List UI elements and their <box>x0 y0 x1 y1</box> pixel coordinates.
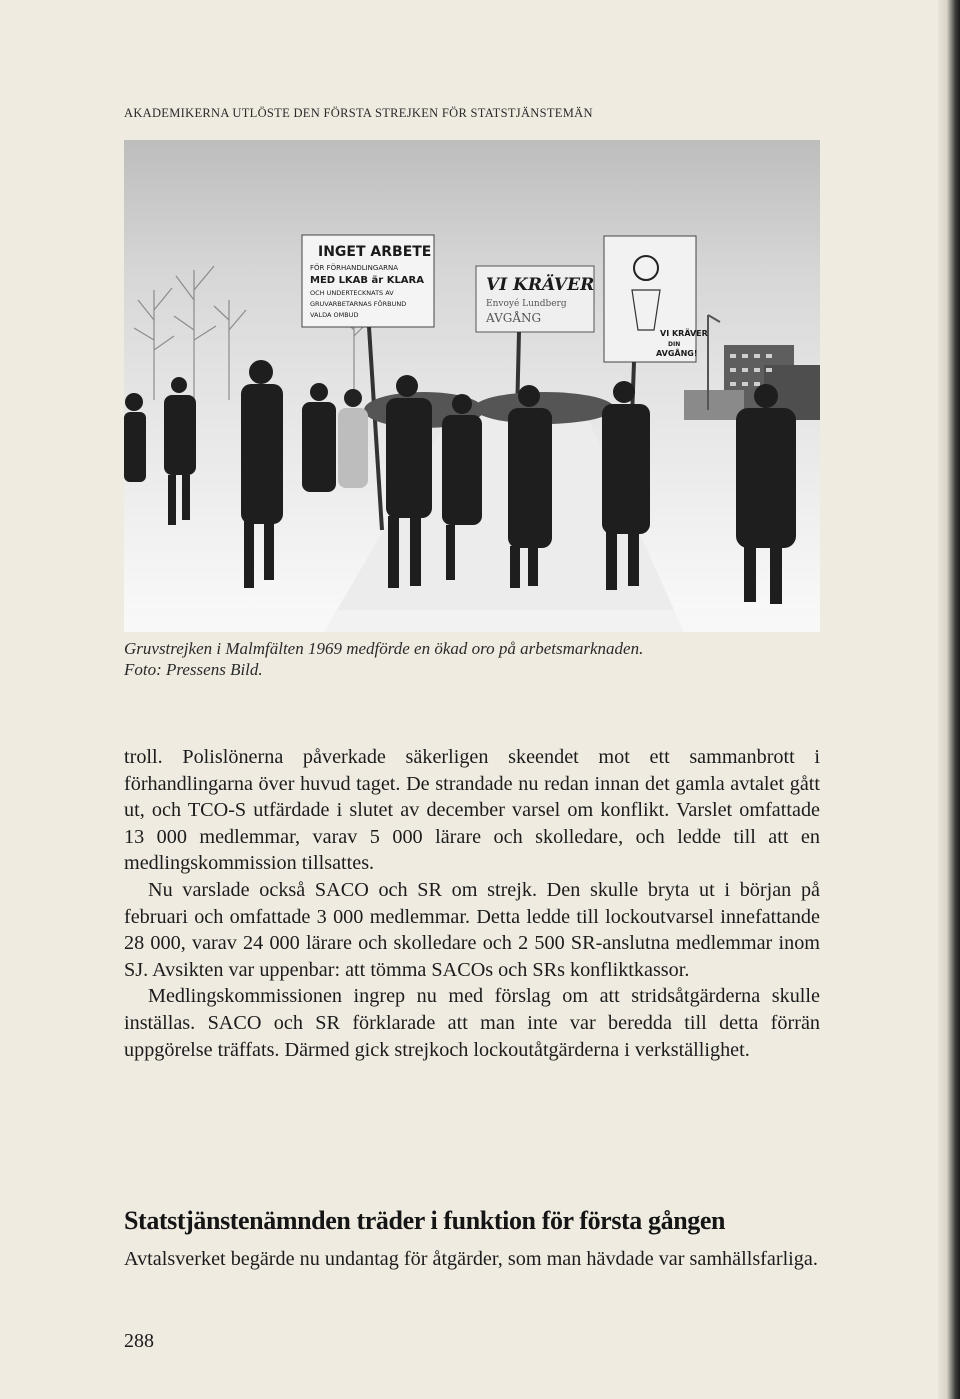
paragraph: Medlingskommissionen ingrep nu med förslag om att stridsåtgärderna skulle inställas. SACO och SR förklarade att man inte var beredda till detta förrän uppgörelse träffats. Därmed gick strejkoch lockoutåtgärderna i verkställighet. <box>124 985 820 1061</box>
sign1-line: INGET ARBETE <box>318 244 432 260</box>
caption-credit: Foto: Pressens Bild. <box>124 660 263 679</box>
sign1-line: FÖR FÖRHANDLINGARNA <box>310 264 399 272</box>
sign1-line: VALDA OMBUD <box>310 311 359 319</box>
sign1-line: OCH UNDERTECKNATS AV <box>310 289 394 297</box>
sign1-line: MED LKAB är KLARA <box>310 275 424 286</box>
sign2-line: Envoyé Lundberg <box>486 299 567 309</box>
sign3-line: DIN <box>668 341 681 348</box>
sign2-line: AVGÅNG <box>486 311 542 325</box>
page-number: 288 <box>124 1330 154 1352</box>
paragraph: Nu varslade också SACO och SR om strejk. Den skulle bryta ut i början på februari och omfattade 3 000 medlemmar. Detta ledde till lockoutvarsel innefattande 28 000, varav 24 000 lärare och skolledare och 2 500 SR-anslutna medlemmar inom SJ. Avsikten var uppenbar: att tömma SACOs och SRs konfliktkassor. <box>124 878 820 981</box>
sign3-line: VI KRÄVER <box>660 329 708 338</box>
sign3-line: AVGÅNG! <box>656 349 698 358</box>
paragraph: Avtalsverket begärde nu undantag för åtgärder, som man hävdade var samhällsfarliga. <box>124 1248 818 1270</box>
body-text <box>124 744 820 1063</box>
paragraph: troll. Polislönerna påverkade säkerligen skeendet mot ett sammanbrott i förhandlingarna över huvud taget. De strandade nu redan innan det gamla avtalet gått ut, och TCO-S utfärdade i slutet av december varsel om konflikt. Varslet omfattade 13 000 medlemmar, varav 5 000 lärare och skolledare, och ledde till att en medlingskommission tillsattes. <box>124 746 820 875</box>
strike-photo <box>124 140 820 632</box>
sign1-line: GRUVARBETARNAS FÖRBUND <box>310 300 407 308</box>
page-edge-shadow <box>938 0 960 1399</box>
section-heading: Statstjänstenämnden träder i funktion för första gången <box>124 1206 726 1235</box>
running-head: AKADEMIKERNA UTLÖSTE DEN FÖRSTA STREJKEN FÖR STATSTJÄNSTEMÄN <box>124 106 593 120</box>
section-text <box>124 1246 820 1273</box>
photo-caption <box>124 638 814 680</box>
caption-text: Gruvstrejken i Malmfälten 1969 medförde en ökad oro på arbetsmarknaden. <box>124 639 644 658</box>
sign2-line: VI KRÄVER <box>486 275 595 295</box>
